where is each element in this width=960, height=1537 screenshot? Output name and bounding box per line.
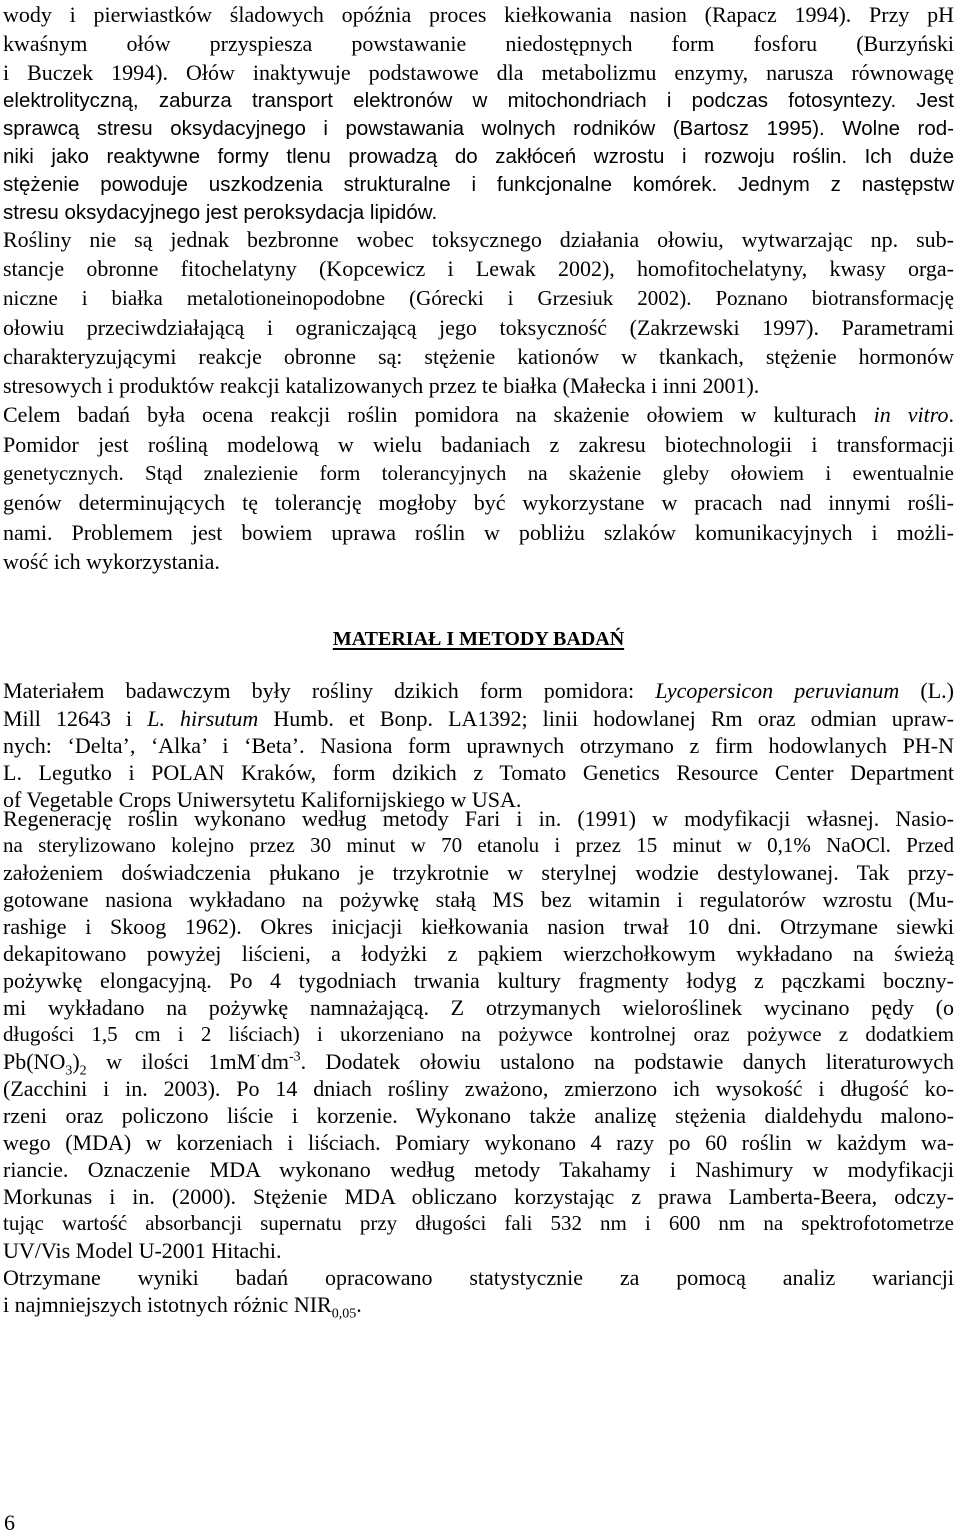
superscript: -3 xyxy=(288,1049,301,1065)
text-line: nych: ‘Delta’, ‘Alka’ i ‘Beta’. Nasiona form uprawnych otrzymano z firm hodowlanych PH-N xyxy=(3,733,954,758)
text-line: niczne i białka metalotioneinopodobne (Górecki i Grzesiuk 2002). Poznano biotransformację xyxy=(3,286,954,310)
text-line: wość ich wykorzystania. xyxy=(3,549,220,574)
text-line: wody i pierwiastków śladowych opóźnia proces kiełkowania nasion (Rapacz 1994). Przy pH xyxy=(3,2,954,27)
text-span: Mill 12643 i xyxy=(3,706,148,731)
text-line: Rośliny nie są jednak bezbronne wobec toksycznego działania ołowiu, wytwarzając np. sub- xyxy=(3,227,954,252)
text-line: i Buczek 1994). Ołów inaktywuje podstawowe dla metabolizmu enzymy, narusza równowagę xyxy=(3,60,954,85)
text-line xyxy=(3,704,954,733)
text-line: rashige i Skoog 1962). Okres inicjacji kiełkowania nasion trwał 10 dni. Otrzymane siewki xyxy=(3,914,954,939)
text-line: Pomidor jest rośliną modelową w wielu badaniach z zakresu biotechnologii i transformacji xyxy=(3,432,954,457)
text-line: pożywkę elongacyjną. Po 4 tygodniach trwania kultury fragmenty łodyg z pączkami boczny- xyxy=(3,968,954,993)
section-heading-text: MATERIAŁ I METODY BADAŃ xyxy=(332,628,625,650)
text-line xyxy=(3,400,954,429)
text-line: L. Legutko i POLAN Kraków, form dzikich z Tomato Genetics Resource Center Department xyxy=(3,760,954,785)
text-line: Regenerację roślin wykonano według metody Fari i in. (1991) w modyfikacji własnej. Nasio- xyxy=(3,806,954,831)
text-line xyxy=(3,1290,954,1322)
text-line xyxy=(3,1047,954,1079)
text-line: ołowiu przeciwdziałającą i ograniczającą jego toksyczność (Zakrzewski 1997). Parametrami xyxy=(3,315,954,340)
text-span: . Dodatek ołowiu ustalono na podstawie danych literaturowych xyxy=(300,1049,954,1074)
text-line: charakteryzującymi reakcje obronne są: stężenie kationów w tkankach, stężenie hormonów xyxy=(3,344,954,369)
text-span: i najmniejszych istotnych różnic NIR xyxy=(3,1292,332,1317)
subscript: 2 xyxy=(79,1063,87,1079)
text-line: dekapitowano powyżej liścieni, a łodyżki z pąkiem wierzchołkowym wykładano na świeżą xyxy=(3,941,954,966)
text-line xyxy=(3,676,954,705)
text-span: w ilości 1mM xyxy=(86,1049,257,1074)
text-span: ) xyxy=(72,1049,80,1074)
italic-term: Lycopersicon peruvianum xyxy=(655,678,900,703)
subscript: 3 xyxy=(65,1063,73,1079)
text-line: Morkunas i in. (2000). Stężenie MDA obliczano korzystając z prawa Lamberta-Beera, odczy- xyxy=(3,1184,954,1209)
text-span: Pb(NO xyxy=(3,1049,66,1074)
middle-dot: · xyxy=(256,1049,261,1065)
page-number: 6 xyxy=(4,1510,15,1535)
text-span: dm xyxy=(260,1049,289,1074)
section-heading xyxy=(3,623,954,652)
text-line: wego (MDA) w korzeniach i liściach. Pomiary wykonano 4 razy po 60 roślin w każdym wa- xyxy=(3,1130,954,1155)
text-span: . xyxy=(948,402,954,427)
text-line: elektrolityczną, zaburza transport elektronów w mitochondriach i podczas fotosyntezy. Jest xyxy=(3,89,954,112)
text-line: (Zacchini i in. 2003). Po 14 dniach rośliny zważono, zmierzono ich wysokość i długość ko- xyxy=(3,1076,954,1101)
text-line: gotowane nasiona wykładano na pożywkę stałą MS bez witamin i regulatorów wzrostu (Mu- xyxy=(3,887,954,912)
text-line: nami. Problemem jest bowiem uprawa roślin w pobliżu szlaków komunikacyjnych i możli- xyxy=(3,520,954,545)
text-line: rzeni oraz policzono liście i korzenie. Wykonano także analizę stężenia dialdehydu malono- xyxy=(3,1103,954,1128)
text-line: riancie. Oznaczenie MDA wykonano według metody Takahamy i Nashimury w modyfikacji xyxy=(3,1157,954,1182)
text-line: Otrzymane wyniki badań opracowano statystycznie za pomocą analiz wariancji xyxy=(3,1265,954,1290)
text-line: założeniem doświadczenia płukano je trzykrotnie w sterylnej wodzie destylowanej. Tak przy- xyxy=(3,860,954,885)
text-line: stresowych i produktów reakcji katalizowanych przez te białka (Małecka i inni 2001). xyxy=(3,373,760,398)
text-line: na sterylizowano kolejno przez 30 minut w 70 etanolu i przez 15 minut w 0,1% NaOCl. Przed xyxy=(3,833,954,857)
text-span: . xyxy=(356,1292,362,1317)
text-span: Materiałem badawczym były rośliny dzikich form pomidora: xyxy=(3,678,656,703)
text-line: stężenie powoduje uszkodzenia strukturalne i funkcjonalne komórek. Jednym z następstw xyxy=(3,173,954,196)
text-line: długości 1,5 cm i 2 liściach) i ukorzeniano na pożywce kontrolnej oraz pożywce z dodatkiem xyxy=(3,1022,954,1046)
subscript: 0,05 xyxy=(331,1306,357,1322)
text-line: mi wykładano na pożywkę namnażającą. Z otrzymanych wieloroślinek wycinano pędy (o xyxy=(3,995,954,1020)
text-line: stancje obronne fitochelatyny (Kopcewicz i Lewak 2002), homofitochelatyny, kwasy orga- xyxy=(3,256,954,281)
italic-term: L. hirsutum xyxy=(147,706,259,731)
text-span: Humb. et Bonp. LA1392; linii hodowlanej Rm oraz odmian upraw- xyxy=(258,706,954,731)
text-line: stresu oksydacyjnego jest peroksydacja lipidów. xyxy=(3,201,438,224)
text-line: tując wartość absorbancji supernatu przy długości fali 532 nm i 600 nm na spektrofotometrze xyxy=(3,1211,954,1235)
text-line: UV/Vis Model U-2001 Hitachi. xyxy=(3,1238,282,1263)
text-span: (L.) xyxy=(899,678,955,703)
text-line: kwaśnym ołów przyspiesza powstawanie niedostępnych form fosforu (Burzyński xyxy=(3,31,954,56)
italic-term: in vitro xyxy=(873,402,949,427)
text-span: Celem badań była ocena reakcji roślin pomidora na skażenie ołowiem w kulturach xyxy=(3,402,874,427)
text-line: genetycznych. Stąd znalezienie form tolerancyjnych na skażenie gleby ołowiem i ewentualnie xyxy=(3,461,954,485)
text-line: genów determinujących tę tolerancję mogłoby być wykorzystane w pracach nad innymi rośli- xyxy=(3,490,954,515)
text-line: niki jako reaktywne formy tlenu prowadzą do zakłóceń wzrostu i rozwoju roślin. Ich duże xyxy=(3,145,954,168)
text-line: sprawcą stresu oksydacyjnego i powstawania wolnych rodników (Bartosz 1995). Wolne rod- xyxy=(3,117,954,140)
text-line: of Vegetable Crops Uniwersytetu Kalifornijskiego w USA. xyxy=(3,787,522,812)
